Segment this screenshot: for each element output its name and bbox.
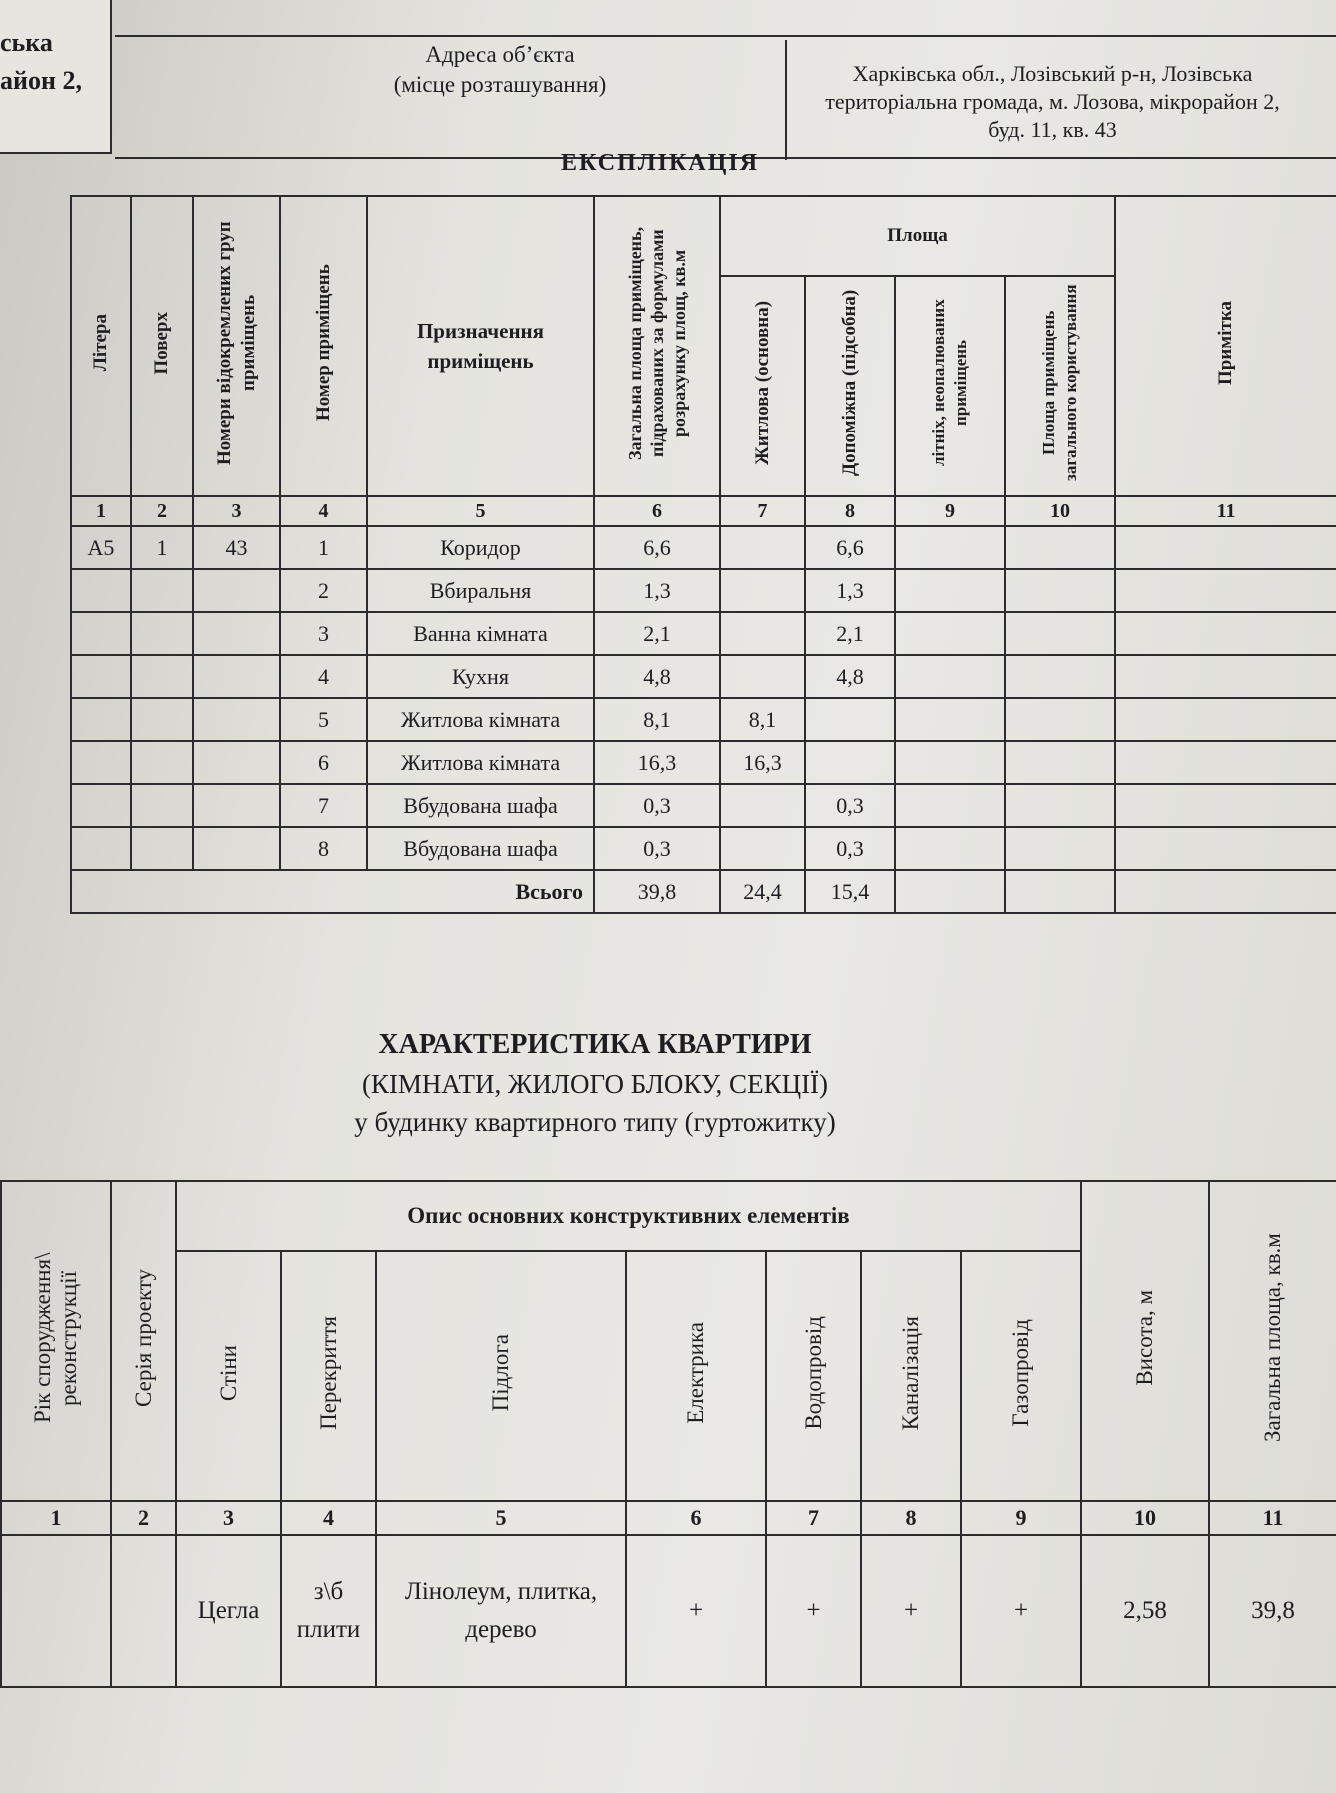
explication-title: ЕКСПЛІКАЦІЯ (560, 150, 760, 176)
cell-empty (1115, 698, 1336, 741)
characteristic-title-line1: ХАРАКТЕРИСТИКА КВАРТИРИ (378, 1029, 812, 1060)
col-num: 11 (1115, 496, 1336, 526)
col-num: 4 (281, 1501, 376, 1535)
hdr-floor: Поверх (131, 196, 193, 496)
cell-name: Коридор (367, 526, 594, 569)
cell-living (720, 612, 805, 655)
cell-group (193, 784, 280, 827)
cell-aux: 1,3 (805, 569, 895, 612)
cell-living (720, 569, 805, 612)
cell-floor (131, 698, 193, 741)
corner-text-2: айон 2, (0, 66, 82, 95)
cell-total: 6,6 (594, 526, 720, 569)
cell-floor (131, 827, 193, 870)
cell-living (720, 526, 805, 569)
hdr-note: Примітка (1115, 196, 1336, 496)
col-num: 5 (367, 496, 594, 526)
cell-water: + (766, 1535, 861, 1687)
characteristic-column-numbers (1, 1501, 1336, 1535)
hdr-area-group: Площа (720, 196, 1115, 276)
col-num: 3 (193, 496, 280, 526)
col-num: 1 (71, 496, 131, 526)
cell-empty (895, 784, 1005, 827)
cell-name: Вбиральня (367, 569, 594, 612)
cell-no: 8 (280, 827, 367, 870)
cell-no: 6 (280, 741, 367, 784)
cell-aux: 0,3 (805, 827, 895, 870)
address-value-line3: буд. 11, кв. 43 (988, 117, 1117, 142)
column-numbers-row (71, 496, 1336, 526)
cell-empty (895, 526, 1005, 569)
col-num: 4 (280, 496, 367, 526)
cell-no: 4 (280, 655, 367, 698)
cell-floor: 1 (131, 526, 193, 569)
hdr-gas: Газопровід (961, 1251, 1081, 1501)
hdr-construct-group: Опис основних конструктивних елементів (176, 1181, 1081, 1251)
cell-aux: 0,3 (805, 784, 895, 827)
table-row (71, 827, 1336, 870)
cell-empty (895, 741, 1005, 784)
cell-aux: 2,1 (805, 612, 895, 655)
cell-litera (71, 569, 131, 612)
cell-group (193, 655, 280, 698)
cell-empty (1005, 698, 1115, 741)
cell-empty (1115, 827, 1336, 870)
cell-group (193, 827, 280, 870)
cell-floor (131, 655, 193, 698)
col-num: 8 (861, 1501, 961, 1535)
col-num: 7 (766, 1501, 861, 1535)
cell-living: 16,3 (720, 741, 805, 784)
cell-name: Житлова кімната (367, 741, 594, 784)
cell-no: 7 (280, 784, 367, 827)
hdr-ceilings: Перекриття (281, 1251, 376, 1501)
col-num: 7 (720, 496, 805, 526)
hdr-year: Рік спорудження\ реконструкції (1, 1181, 111, 1501)
cell-empty (1115, 741, 1336, 784)
cell-floor-line2: дерево (465, 1616, 537, 1643)
hdr-walls: Стіни (176, 1251, 281, 1501)
cell-empty (1115, 526, 1336, 569)
hdr-height: Висота, м (1081, 1181, 1209, 1501)
cell-floor-line1: Лінолеум, плитка, (404, 1578, 598, 1605)
cell-floor (131, 741, 193, 784)
hdr-series: Серія проекту (111, 1181, 176, 1501)
cell-height: 2,58 (1081, 1535, 1209, 1687)
hdr-auxiliary: Допоміжна (підсобна) (805, 276, 895, 496)
table-row (71, 741, 1336, 784)
col-num: 5 (376, 1501, 626, 1535)
col-num: 10 (1081, 1501, 1209, 1535)
cell-total: 1,3 (594, 569, 720, 612)
characteristic-row (1, 1535, 1336, 1687)
cell-empty (1005, 526, 1115, 569)
address-value (790, 60, 1315, 144)
hdr-sewer: Каналізація (861, 1251, 961, 1501)
hdr-total-area: Загальна площа, кв.м (1209, 1181, 1336, 1501)
total-common (1005, 870, 1115, 913)
hdr-floor-cover: Підлога (376, 1251, 626, 1501)
total-label: Всього (71, 870, 594, 913)
col-num: 9 (895, 496, 1005, 526)
total-aux: 15,4 (805, 870, 895, 913)
cell-no: 3 (280, 612, 367, 655)
cell-aux: 4,8 (805, 655, 895, 698)
cell-empty (895, 655, 1005, 698)
cell-floor (131, 612, 193, 655)
characteristic-table (0, 1180, 1336, 1688)
address-label-line1: Адреса об’єкта (425, 42, 575, 67)
cell-empty (895, 698, 1005, 741)
cell-name: Житлова кімната (367, 698, 594, 741)
cell-aux (805, 698, 895, 741)
hdr-purpose: Призначення приміщень (367, 196, 594, 496)
col-num: 8 (805, 496, 895, 526)
cell-empty (1115, 784, 1336, 827)
cell-total: 8,1 (594, 698, 720, 741)
total-summer (895, 870, 1005, 913)
cell-total: 0,3 (594, 784, 720, 827)
table-row (71, 526, 1336, 569)
table-row (71, 784, 1336, 827)
hdr-groups: Номери відокремлених груп приміщень (193, 196, 280, 496)
cell-empty (1115, 655, 1336, 698)
cell-empty (895, 612, 1005, 655)
cell-aux (805, 741, 895, 784)
address-value-line2: територіальна громада, м. Лозова, мікрорайон 2, (825, 89, 1280, 114)
cell-area: 39,8 (1209, 1535, 1336, 1687)
col-num: 2 (111, 1501, 176, 1535)
cell-litera (71, 827, 131, 870)
cell-total: 0,3 (594, 827, 720, 870)
cell-ceilings-line1: з\б (313, 1578, 344, 1605)
cell-sewer: + (861, 1535, 961, 1687)
col-num: 2 (131, 496, 193, 526)
hdr-litera: Літера (71, 196, 131, 496)
cell-empty (1005, 569, 1115, 612)
cell-total: 4,8 (594, 655, 720, 698)
col-num: 11 (1209, 1501, 1336, 1535)
cell-series (111, 1535, 176, 1687)
cell-electric: + (626, 1535, 766, 1687)
cell-name: Вбудована шафа (367, 784, 594, 827)
cell-litera (71, 612, 131, 655)
cell-living (720, 827, 805, 870)
table-row (71, 698, 1336, 741)
cell-total: 16,3 (594, 741, 720, 784)
cell-name: Ванна кімната (367, 612, 594, 655)
cell-group (193, 569, 280, 612)
hdr-summer: літніх, неопалюваних приміщень (895, 276, 1005, 496)
hdr-common: Площа приміщень загального користування (1005, 276, 1115, 496)
cell-litera (71, 655, 131, 698)
cell-group: 43 (193, 526, 280, 569)
cell-empty (1115, 612, 1336, 655)
cell-living (720, 655, 805, 698)
cell-living: 8,1 (720, 698, 805, 741)
total-living: 24,4 (720, 870, 805, 913)
cell-group (193, 741, 280, 784)
total-total: 39,8 (594, 870, 720, 913)
characteristic-title-line3: у будинку квартирного типу (гуртожитку) (354, 1107, 836, 1137)
corner-text-1: ська (0, 28, 53, 57)
cell-group (193, 698, 280, 741)
cell-total: 2,1 (594, 612, 720, 655)
characteristic-title (200, 1025, 990, 1141)
table-row (71, 655, 1336, 698)
hdr-electric: Електрика (626, 1251, 766, 1501)
cell-gas: + (961, 1535, 1081, 1687)
cell-empty (1005, 827, 1115, 870)
characteristic-title-line2: (КІМНАТИ, ЖИЛОГО БЛОКУ, СЕКЦІЇ) (361, 1069, 829, 1099)
cell-empty (1115, 569, 1336, 612)
col-num: 9 (961, 1501, 1081, 1535)
cell-empty (1005, 741, 1115, 784)
cell-empty (895, 827, 1005, 870)
cell-name: Кухня (367, 655, 594, 698)
cell-walls: Цегла (176, 1535, 281, 1687)
cell-ceilings (281, 1535, 376, 1687)
address-label (300, 40, 700, 100)
hdr-room-no: Номер приміщень (280, 196, 367, 496)
cell-no: 5 (280, 698, 367, 741)
cell-no: 2 (280, 569, 367, 612)
hdr-total: Загальна площа приміщень, підрахованих за формулами розрахунку площ, кв.м (594, 196, 720, 496)
col-num: 6 (626, 1501, 766, 1535)
table-row (71, 569, 1336, 612)
address-divider (785, 40, 787, 160)
col-num: 10 (1005, 496, 1115, 526)
col-num: 6 (594, 496, 720, 526)
cell-litera (71, 784, 131, 827)
cell-floor (131, 784, 193, 827)
hdr-water: Водопровід (766, 1251, 861, 1501)
cell-floor (131, 569, 193, 612)
col-num: 3 (176, 1501, 281, 1535)
cell-no: 1 (280, 526, 367, 569)
cell-empty (1005, 655, 1115, 698)
cell-litera (71, 741, 131, 784)
col-num: 1 (1, 1501, 111, 1535)
table-row (71, 612, 1336, 655)
cell-name: Вбудована шафа (367, 827, 594, 870)
cell-aux: 6,6 (805, 526, 895, 569)
cell-litera (71, 698, 131, 741)
cell-year (1, 1535, 111, 1687)
address-label-line2: (місце розташування) (393, 72, 607, 97)
cell-empty (1005, 612, 1115, 655)
explication-table (70, 195, 1336, 914)
cell-litera: А5 (71, 526, 131, 569)
total-row (71, 870, 1336, 913)
total-note (1115, 870, 1336, 913)
cell-ceilings-line2: плити (296, 1616, 361, 1643)
cell-floor (376, 1535, 626, 1687)
address-value-line1: Харківська обл., Лозівський р-н, Лозівська (852, 61, 1253, 86)
cell-group (193, 612, 280, 655)
hdr-living: Житлова (основна) (720, 276, 805, 496)
cell-living (720, 784, 805, 827)
cell-empty (1005, 784, 1115, 827)
cell-empty (895, 569, 1005, 612)
